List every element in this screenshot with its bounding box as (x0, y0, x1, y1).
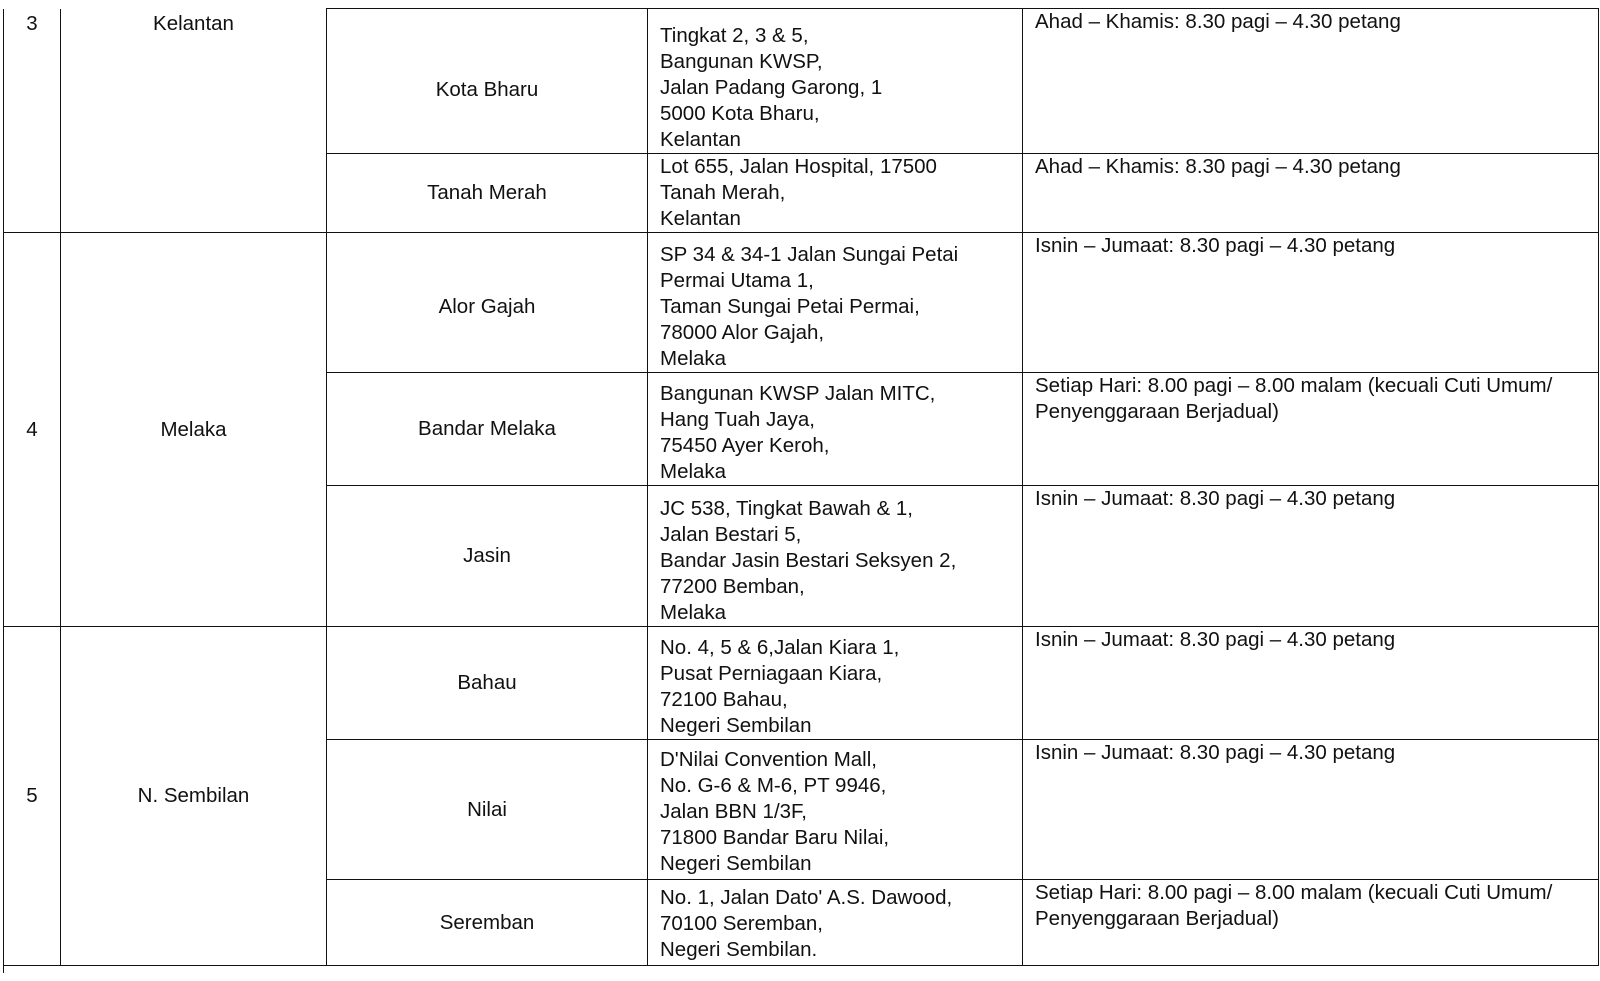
address-cell (648, 233, 1023, 373)
address-line: Bandar Jasin Bestari Seksyen 2, (660, 549, 957, 572)
address-line: Taman Sungai Petai Permai, (660, 295, 920, 318)
branch-table-body (4, 9, 1599, 966)
address-line: Pusat Perniagaan Kiara, (660, 662, 883, 685)
state-name: Melaka (160, 417, 227, 441)
branch-cell (327, 880, 648, 966)
address-line: 70100 Seremban, (660, 912, 823, 935)
address-line: Tingkat 2, 3 & 5, (660, 24, 809, 47)
row-number: 4 (26, 417, 38, 441)
address-cell (648, 154, 1023, 233)
address-line: SP 34 & 34-1 Jalan Sungai Petai (660, 243, 959, 266)
address-line: Melaka (660, 460, 727, 483)
opening-hours-cell (1023, 627, 1599, 740)
branch-name: Nilai (467, 797, 507, 821)
address-line: 78000 Alor Gajah, (660, 321, 825, 344)
address-line: Negeri Sembilan. (660, 938, 818, 961)
opening-hours: Isnin – Jumaat: 8.30 pagi – 4.30 petang (1035, 628, 1396, 651)
opening-hours-cell (1023, 486, 1599, 627)
address-line: Tanah Merah, (660, 181, 786, 204)
address-line: Bangunan KWSP Jalan MITC, (660, 382, 936, 405)
opening-hours-cell (1023, 373, 1599, 486)
address-cell (648, 373, 1023, 486)
branch-cell (327, 154, 648, 233)
opening-hours-cell (1023, 740, 1599, 880)
branch-name: Bahau (457, 671, 517, 694)
opening-hours: Isnin – Jumaat: 8.30 pagi – 4.30 petang (1035, 741, 1396, 764)
state-name: Kelantan (153, 11, 234, 35)
table-edge-line (3, 963, 5, 973)
row-number: 5 (26, 784, 38, 807)
address-cell (648, 880, 1023, 966)
address-line: Hang Tuah Jaya, (660, 408, 815, 431)
address-line: Kelantan (660, 128, 741, 151)
table-row (4, 627, 1599, 740)
address-line: No. 4, 5 & 6,Jalan Kiara 1, (660, 636, 900, 659)
branch-name: Seremban (439, 910, 535, 934)
state-cell (61, 9, 327, 233)
opening-hours-cell (1023, 233, 1599, 373)
address-line: No. G-6 & M-6, PT 9946, (660, 774, 887, 797)
address-cell (648, 486, 1023, 627)
address-line: Negeri Sembilan (660, 714, 812, 737)
branch-name: Bandar Melaka (418, 417, 556, 440)
opening-hours-cell (1023, 880, 1599, 966)
branch-cell (327, 740, 648, 880)
address-line: Kelantan (660, 207, 741, 230)
address-line: Melaka (660, 601, 727, 624)
address-line: Negeri Sembilan (660, 852, 812, 875)
table-row (4, 233, 1599, 373)
opening-hours: Ahad – Khamis: 8.30 pagi – 4.30 petang (1035, 155, 1401, 178)
address-line: 77200 Bemban, (660, 575, 805, 598)
branch-name: Jasin (463, 544, 511, 567)
address-line: 75450 Ayer Keroh, (660, 434, 830, 457)
row-number-cell (4, 9, 61, 233)
opening-hours: Setiap Hari: 8.00 pagi – 8.00 malam (kecuali Cuti Umum/ Penyenggaraan Berjadual) (1035, 881, 1553, 930)
row-number-cell (4, 627, 61, 966)
state-cell (61, 233, 327, 627)
branch-name: Alor Gajah (438, 294, 536, 318)
address-line: Jalan BBN 1/3F, (660, 800, 807, 823)
opening-hours-cell (1023, 9, 1599, 154)
address-cell (648, 9, 1023, 154)
branch-cell (327, 373, 648, 486)
opening-hours: Isnin – Jumaat: 8.30 pagi – 4.30 petang (1035, 487, 1396, 510)
row-number: 3 (26, 11, 38, 35)
address-line: No. 1, Jalan Dato' A.S. Dawood, (660, 886, 953, 909)
address-cell (648, 627, 1023, 740)
state-name: N. Sembilan (137, 784, 250, 807)
branch-name: Tanah Merah (427, 181, 547, 204)
branch-cell (327, 486, 648, 627)
address-line: Lot 655, Jalan Hospital, 17500 (660, 155, 937, 178)
opening-hours: Isnin – Jumaat: 8.30 pagi – 4.30 petang (1035, 234, 1396, 257)
address-line: Jalan Bestari 5, (660, 523, 802, 546)
address-line: JC 538, Tingkat Bawah & 1, (660, 497, 913, 520)
opening-hours: Setiap Hari: 8.00 pagi – 8.00 malam (kecuali Cuti Umum/ Penyenggaraan Berjadual) (1035, 374, 1553, 423)
address-cell (648, 740, 1023, 880)
address-line: 72100 Bahau, (660, 688, 788, 711)
opening-hours: Ahad – Khamis: 8.30 pagi – 4.30 petang (1035, 10, 1401, 33)
address-line: D'Nilai Convention Mall, (660, 748, 877, 771)
branch-name: Kota Bharu (435, 78, 539, 101)
state-cell (61, 627, 327, 966)
table-row (4, 9, 1599, 154)
address-line: 71800 Bandar Baru Nilai, (660, 826, 890, 849)
branch-cell (327, 627, 648, 740)
address-line: Melaka (660, 347, 727, 370)
branch-cell (327, 233, 648, 373)
branch-office-table (3, 8, 1599, 966)
row-number-cell (4, 233, 61, 627)
address-line: Bangunan KWSP, (660, 50, 823, 73)
branch-cell (327, 9, 648, 154)
address-line: Jalan Padang Garong, 1 (660, 76, 883, 99)
address-line: 5000 Kota Bharu, (660, 102, 820, 125)
address-line: Permai Utama 1, (660, 269, 814, 292)
opening-hours-cell (1023, 154, 1599, 233)
